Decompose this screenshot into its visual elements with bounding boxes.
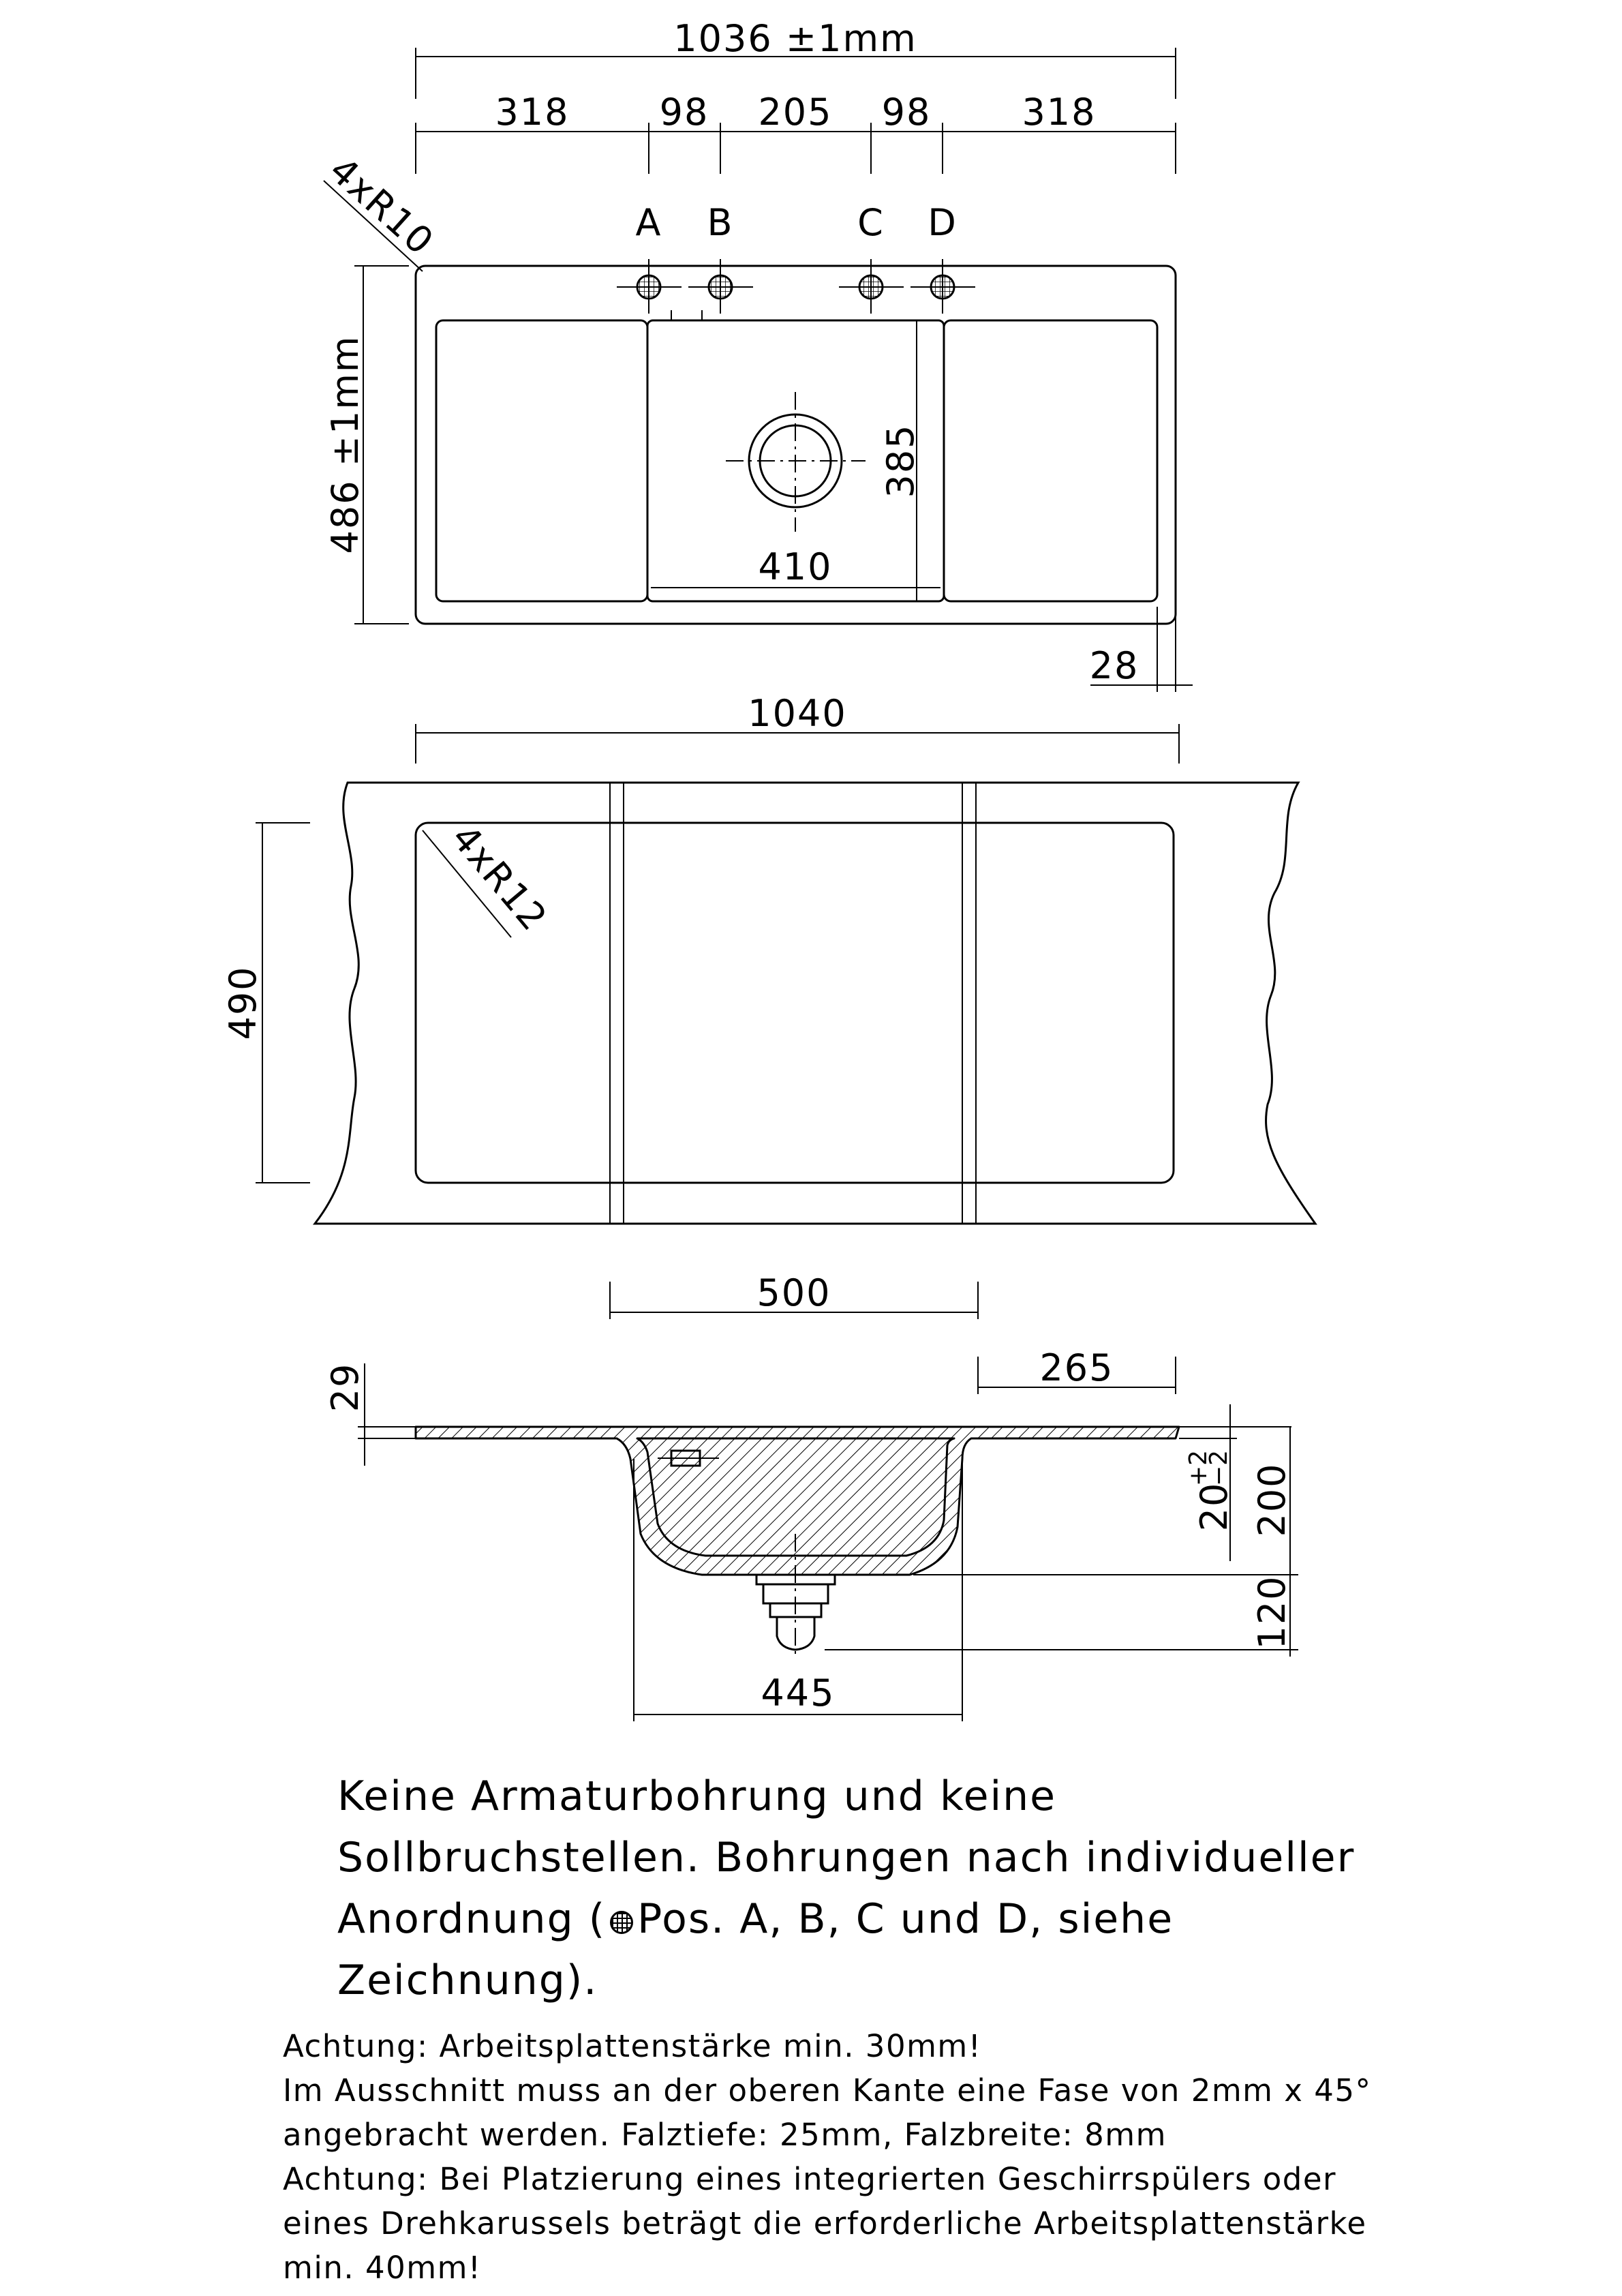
rim-label: 28 xyxy=(1089,644,1139,687)
cabinet-width-dimension xyxy=(610,1271,978,1319)
segment-4-label: 98 xyxy=(881,91,932,134)
cabinet-lines xyxy=(610,783,976,1224)
segment-5-label: 318 xyxy=(1022,91,1097,134)
corner-radius-label: 4xR10 xyxy=(321,148,443,264)
segment-1-label: 318 xyxy=(495,91,570,134)
bowl-depth-label: 385 xyxy=(879,423,922,498)
cutout-width-dimension xyxy=(416,692,1179,764)
small-note-1: Achtung: Arbeitsplattenstärke min. 30mm! xyxy=(283,2028,982,2064)
overall-width-dimension xyxy=(416,17,1176,99)
hole-label-d: D xyxy=(928,201,958,244)
small-note-2: Im Ausschnitt muss an der oberen Kante eine Fase von 2mm x 45° xyxy=(283,2072,1372,2109)
note-line-3-start: Anordnung ( xyxy=(337,1895,607,1943)
cutout xyxy=(416,823,1174,1183)
hole-label-c: C xyxy=(857,201,885,244)
note-line-3 xyxy=(337,1895,1174,1943)
hole-label-b: B xyxy=(707,201,734,244)
small-note-3: angebracht werden. Falztiefe: 25mm, Falzbreite: 8mm xyxy=(283,2117,1167,2153)
small-note-5: eines Drehkarussels beträgt die erforderliche Arbeitsplattenstärke xyxy=(283,2205,1367,2241)
side-view xyxy=(324,1271,1298,1721)
bowl-outer-width-label: 445 xyxy=(761,1672,836,1715)
note-line-3-end: Pos. A, B, C und D, siehe xyxy=(637,1895,1174,1943)
hole-label-a: A xyxy=(635,201,662,244)
tolerance-base-label: 20 xyxy=(1193,1481,1236,1532)
tap-hole-b xyxy=(688,259,753,314)
rim-height-dimension xyxy=(324,1363,416,1466)
overall-depth-dimension xyxy=(324,266,409,624)
cutout-view xyxy=(221,692,1315,1224)
overall-depth-label: 486 ±1mm xyxy=(324,335,367,554)
rim-height-label: 29 xyxy=(324,1362,367,1413)
small-note-6: min. 40mm! xyxy=(283,2250,482,2286)
cutout-depth-dimension xyxy=(221,823,310,1183)
drainer-width-dimension xyxy=(978,1346,1176,1394)
tap-hole-d xyxy=(911,259,975,314)
rim-dimension xyxy=(1090,607,1193,692)
drain xyxy=(726,392,866,532)
waste-height-label: 120 xyxy=(1251,1575,1294,1650)
tolerance-minus-label: −2 xyxy=(1205,1449,1233,1486)
tap-hole-c xyxy=(839,259,904,314)
sink-section xyxy=(416,1427,1179,1575)
tap-holes xyxy=(617,259,975,320)
tap-hole-symbol-icon xyxy=(610,1911,633,1934)
bowl-height-label: 200 xyxy=(1251,1462,1294,1537)
small-note-4: Achtung: Bei Platzierung eines integrierten Geschirrspülers oder xyxy=(283,2161,1337,2197)
segment-2-label: 98 xyxy=(659,91,709,134)
tolerance-plus-label: +2 xyxy=(1184,1449,1212,1486)
cutout-radius-label: 4xR12 xyxy=(443,816,556,940)
segment-3-label: 205 xyxy=(758,91,833,134)
segment-dimensions xyxy=(416,91,1176,174)
tap-hole-a xyxy=(617,259,682,314)
cabinet-width-label: 500 xyxy=(756,1271,831,1314)
cutout-depth-label: 490 xyxy=(221,965,264,1040)
corner-radius-leader xyxy=(321,149,442,271)
note-line-4: Zeichnung). xyxy=(337,1957,598,2004)
note-line-2: Sollbruchstellen. Bohrungen nach individueller xyxy=(337,1834,1356,1882)
drainer-width-label: 265 xyxy=(1039,1346,1114,1389)
note-line-1: Keine Armaturbohrung und keine xyxy=(337,1772,1057,1820)
cutout-width-label: 1040 xyxy=(748,692,847,735)
bowl-width-label: 410 xyxy=(758,545,833,588)
left-drainer xyxy=(436,320,647,601)
top-view xyxy=(321,17,1193,692)
cutout-radius-leader xyxy=(423,817,556,939)
overall-width-label: 1036 ±1mm xyxy=(673,17,917,60)
right-drainer xyxy=(944,320,1157,601)
